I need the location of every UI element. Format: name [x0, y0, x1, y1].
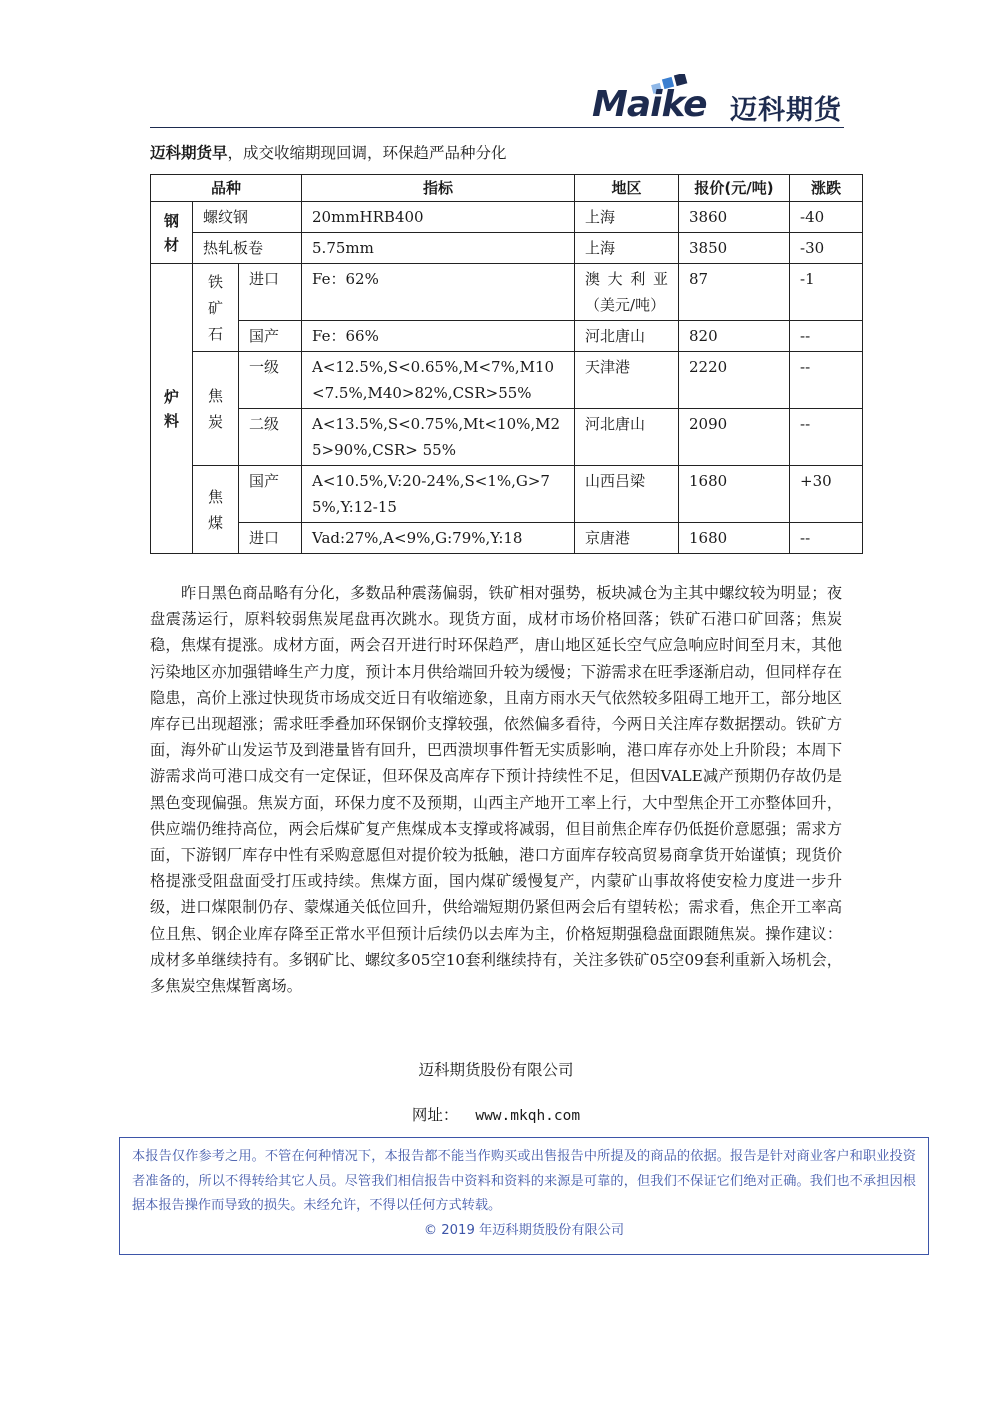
- row-spec: A<10.5%,V:20-24%,S<1%,G>75%,Y:12-15: [302, 466, 575, 523]
- report-headline: [150, 141, 507, 163]
- row-name: 二级: [239, 409, 302, 466]
- table-row: [151, 321, 863, 352]
- row-spec: A<13.5%,S<0.75%,Mt<10%,M25>90%,CSR> 55%: [302, 409, 575, 466]
- row-price: 820: [679, 321, 790, 352]
- table-row: [151, 202, 863, 233]
- row-region-line1: 澳大利亚: [585, 270, 669, 288]
- row-price: 2220: [679, 352, 790, 409]
- row-change: -40: [790, 202, 863, 233]
- table-row: [151, 233, 863, 264]
- row-region: [575, 264, 679, 321]
- header-divider: [150, 127, 844, 128]
- row-change: -30: [790, 233, 863, 264]
- header-change: 涨跌: [790, 175, 863, 202]
- subgroup-coking-coal: 焦煤: [193, 466, 239, 554]
- row-change: -1: [790, 264, 863, 321]
- row-name: 一级: [239, 352, 302, 409]
- row-region-line2: （美元/吨）: [585, 296, 666, 314]
- row-region: 上海: [575, 202, 679, 233]
- row-price: 3860: [679, 202, 790, 233]
- header-region: 地区: [575, 175, 679, 202]
- table-row: [151, 466, 863, 523]
- row-spec: A<12.5%,S<0.65%,M<7%,M10<7.5%,M40>82%,CSR>55%: [302, 352, 575, 409]
- row-spec: Fe：62%: [302, 264, 575, 321]
- logo-chinese-name: 迈科期货: [730, 95, 842, 126]
- header-spec: 指标: [302, 175, 575, 202]
- subgroup-coke: 焦炭: [193, 352, 239, 466]
- company-name: 迈科期货股份有限公司: [418, 1061, 574, 1079]
- disclaimer-text: 本报告仅作参考之用。不管在何种情况下，本报告都不能当作购买或出售报告中所提及的商品的依据。报告是针对商业客户和职业投资者准备的，所以不得转给其它人员。尽管我们相信报告中资料和资料的来源是可靠的，但我们不保证它们绝对正确。我们也不承担因根据本报告操作而导致的损失。未经允许，不得以任何方式转载。: [132, 1149, 916, 1213]
- table-row: [151, 264, 863, 321]
- row-name: 热轧板卷: [193, 233, 302, 264]
- row-spec: Fe：66%: [302, 321, 575, 352]
- logo-wordmark: Maike: [592, 84, 707, 125]
- row-change: --: [790, 321, 863, 352]
- row-region: 上海: [575, 233, 679, 264]
- row-price: 3850: [679, 233, 790, 264]
- row-name: 进口: [239, 264, 302, 321]
- row-name: 螺纹钢: [193, 202, 302, 233]
- table-header-row: [151, 175, 863, 202]
- table-row: [151, 409, 863, 466]
- table-row: [151, 523, 863, 554]
- market-commentary: 昨日黑色商品略有分化，多数品种震荡偏弱，铁矿相对强势，板块减仓为主其中螺纹较为明显；夜盘震荡运行，原料较弱焦炭尾盘再次跳水。现货方面，成材市场价格回落；铁矿石港口矿回落；焦炭稳，焦煤有提涨。成材方面，两会召开进行时环保趋严，唐山地区延长空气应急响应时间至月末，其他污染地区亦加强错峰生产力度，预计本月供给端回升较为缓慢；下游需求在旺季逐渐启动，但同样存在隐患，高价上涨过快现货市场成交近日有收缩迹象，且南方雨水天气依然较多阻碍工地开工，部分地区库存已出现超涨；需求旺季叠加环保钢价支撑较强，依然偏多看待，今两日关注库存数据摆动。铁矿方面，海外矿山发运节及到港量皆有回升，巴西溃坝事件暂无实质影响，港口库存亦处上升阶段；本周下游需求尚可港口成交有一定保证，但环保及高库存下预计持续性不足，但因VALE减产预期仍存故仍是黑色变现偏强。焦炭方面，环保力度不及预期，山西主产地开工率上行，大中型焦企开工亦整体回升，供应端仍维持高位，两会后煤矿复产焦煤成本支撑或将减弱，但目前焦企库存仍低挺价意愿强；需求方面，下游钢厂库存中性有采购意愿但对提价较为抵触，港口方面库存较高贸易商拿货开始谨慎；现货价格提涨受阻盘面受打压或持续。焦煤方面，国内煤矿缓慢复产，内蒙矿山事故将使安检力度进一步升级，进口煤限制仍存、蒙煤通关低位回升，供给端短期仍紧但两会后有望转松；需求看，焦企开工率高位且焦、钢企业库存降至正常水平但预计后续仍以去库为主，价格短期强稳盘面跟随焦炭。操作建议：成材多单继续持有。多钢矿比、螺纹多05空10套利继续持有，关注多铁矿05空09套利重新入场机会，多焦炭空焦煤暂离场。: [150, 584, 842, 996]
- group-steel: 钢材: [151, 202, 193, 264]
- header-price: 报价(元/吨): [679, 175, 790, 202]
- row-region: 河北唐山: [575, 409, 679, 466]
- subgroup-iron-ore: 铁矿石: [193, 264, 239, 352]
- disclaimer-box: [119, 1137, 929, 1255]
- row-price: 1680: [679, 466, 790, 523]
- row-price: 1680: [679, 523, 790, 554]
- row-region: 京唐港: [575, 523, 679, 554]
- row-name: 国产: [239, 321, 302, 352]
- row-price: 87: [679, 264, 790, 321]
- row-name: 国产: [239, 466, 302, 523]
- headline-strong: 迈科期货早: [150, 144, 228, 162]
- brand-logo: [592, 78, 844, 128]
- row-region: 山西吕梁: [575, 466, 679, 523]
- row-change: +30: [790, 466, 863, 523]
- row-spec: 5.75mm: [302, 233, 575, 264]
- row-name: 进口: [239, 523, 302, 554]
- row-spec: 20mmHRB400: [302, 202, 575, 233]
- row-spec: Vad:27%,A<9%,G:79%,Y:18: [302, 523, 575, 554]
- header-variety: 品种: [151, 175, 302, 202]
- price-table: [150, 174, 863, 554]
- row-price: 2090: [679, 409, 790, 466]
- headline-rest: ，成交收缩期现回调，环保趋严品种分化: [227, 144, 507, 162]
- row-region: 河北唐山: [575, 321, 679, 352]
- website-link[interactable]: www.mkqh.com: [475, 1108, 581, 1124]
- table-row: [151, 352, 863, 409]
- group-furnace: 炉料: [151, 264, 193, 554]
- row-change: --: [790, 523, 863, 554]
- row-change: --: [790, 352, 863, 409]
- copyright-text: © 2019 年迈科期货股份有限公司: [423, 1222, 625, 1238]
- website-label: 网址：: [411, 1106, 459, 1124]
- row-change: --: [790, 409, 863, 466]
- website-line: [0, 1103, 992, 1125]
- row-region: 天津港: [575, 352, 679, 409]
